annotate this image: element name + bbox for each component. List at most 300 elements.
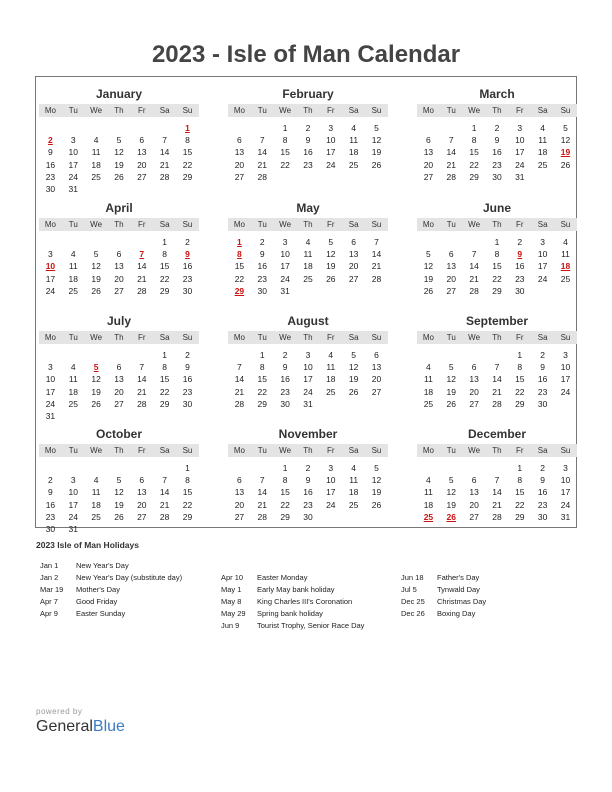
day-cell: 31 bbox=[303, 398, 313, 409]
day-cell bbox=[486, 462, 509, 474]
day-cell: 14 bbox=[137, 374, 147, 385]
day-cell: 8 bbox=[185, 475, 190, 486]
day-cell: 3 bbox=[540, 237, 545, 247]
day-cell: 10 bbox=[560, 362, 571, 373]
day-cell: 1 bbox=[162, 350, 167, 360]
week-row bbox=[39, 171, 199, 183]
day-cell: 21 bbox=[371, 261, 382, 272]
day-cell: 9 bbox=[48, 487, 53, 498]
day-cell: 23 bbox=[303, 499, 313, 510]
week-row bbox=[228, 273, 388, 285]
day-cell: 6 bbox=[426, 135, 431, 146]
day-cell: 25 bbox=[560, 273, 571, 284]
week-row bbox=[417, 273, 577, 285]
day-cell: 2 bbox=[517, 237, 523, 247]
weekday-label: We bbox=[468, 220, 481, 229]
weekday-label: Th bbox=[492, 220, 502, 229]
day-cell: 8 bbox=[282, 135, 288, 146]
week-row bbox=[417, 236, 577, 248]
calendar-frame bbox=[35, 76, 577, 534]
day-cell: 9 bbox=[185, 362, 190, 373]
day-cell: 6 bbox=[448, 249, 454, 260]
day-cell: 13 bbox=[469, 374, 479, 385]
weekday-label: Th bbox=[114, 333, 124, 342]
holiday-name: Early May bank holiday bbox=[257, 585, 335, 594]
week-row bbox=[417, 373, 577, 385]
weekday-label: Tu bbox=[257, 220, 267, 229]
weekday-label: Su bbox=[182, 106, 193, 115]
weekday-label: Fr bbox=[327, 220, 335, 229]
day-cell: 24 bbox=[68, 511, 78, 522]
month-april bbox=[39, 194, 199, 306]
day-cell: 29 bbox=[182, 171, 193, 182]
day-cell: 22 bbox=[234, 273, 245, 284]
week-row bbox=[228, 134, 388, 146]
day-cell: 14 bbox=[257, 147, 267, 158]
day-cell bbox=[554, 398, 577, 410]
weekday-label: We bbox=[90, 446, 103, 455]
week-row bbox=[417, 122, 577, 134]
day-cell: 17 bbox=[326, 487, 336, 498]
holiday-name: New Year's Day (substitute day) bbox=[76, 573, 183, 582]
holiday-item bbox=[397, 596, 486, 608]
day-cell: 18 bbox=[537, 147, 548, 158]
day-cell: 6 bbox=[139, 135, 145, 146]
week-row bbox=[417, 285, 577, 297]
day-cell: 26 bbox=[91, 285, 101, 296]
month-days bbox=[39, 349, 199, 422]
month-november bbox=[228, 420, 388, 532]
day-cell: 19 bbox=[446, 499, 456, 510]
day-cell: 23 bbox=[257, 273, 267, 284]
day-cell bbox=[319, 171, 342, 183]
weekday-label: Th bbox=[303, 333, 313, 342]
holiday-item bbox=[217, 584, 364, 596]
day-cell: 2 bbox=[540, 350, 545, 360]
day-cell bbox=[251, 462, 274, 474]
day-cell: 28 bbox=[257, 511, 267, 522]
day-cell bbox=[108, 462, 131, 474]
day-cell: 25 bbox=[68, 285, 78, 296]
day-cell: 29 bbox=[469, 171, 479, 182]
day-cell: 11 bbox=[424, 374, 433, 385]
day-cell bbox=[228, 462, 251, 474]
day-cell bbox=[365, 398, 388, 410]
holiday-name: Father's Day bbox=[437, 573, 480, 582]
holiday-item bbox=[217, 620, 364, 632]
month-name: December bbox=[467, 427, 527, 441]
month-name: April bbox=[105, 201, 133, 215]
day-cell: 6 bbox=[374, 350, 379, 360]
weekday-label: Fr bbox=[138, 106, 146, 115]
holiday-date: Jun 18 bbox=[401, 573, 424, 582]
weekday-label: Tu bbox=[446, 446, 456, 455]
weekday-label: Fr bbox=[138, 446, 146, 455]
holiday-item bbox=[36, 572, 182, 584]
day-cell bbox=[531, 171, 554, 183]
day-cell bbox=[39, 349, 62, 361]
day-cell: 30 bbox=[45, 523, 56, 534]
day-cell: 22 bbox=[182, 159, 193, 170]
day-cell: 28 bbox=[469, 285, 479, 296]
day-cell bbox=[108, 236, 131, 248]
day-cell: 25 bbox=[91, 511, 101, 522]
holiday-day-cell: 7 bbox=[139, 249, 145, 260]
weekday-label: Mo bbox=[422, 446, 434, 455]
day-cell: 3 bbox=[305, 350, 311, 360]
month-february bbox=[228, 80, 388, 192]
weekday-label: Mo bbox=[422, 106, 434, 115]
day-cell: 10 bbox=[515, 135, 525, 146]
day-cell: 18 bbox=[68, 386, 78, 397]
day-cell bbox=[463, 462, 486, 474]
week-row bbox=[417, 171, 577, 183]
weekday-label: Sa bbox=[348, 446, 359, 455]
day-cell bbox=[463, 236, 486, 248]
day-cell: 8 bbox=[471, 135, 477, 146]
holiday-date: May 29 bbox=[221, 609, 246, 618]
day-cell: 26 bbox=[371, 499, 382, 510]
holiday-date: Apr 7 bbox=[40, 597, 58, 606]
day-cell: 25 bbox=[68, 398, 78, 409]
day-cell: 15 bbox=[234, 261, 245, 272]
day-cell bbox=[62, 236, 85, 248]
day-cell: 2 bbox=[185, 350, 190, 360]
day-cell: 28 bbox=[159, 511, 170, 522]
week-row bbox=[39, 373, 199, 385]
day-cell: 19 bbox=[91, 386, 101, 397]
month-july bbox=[39, 307, 199, 419]
weekday-label: Tu bbox=[257, 106, 267, 115]
day-cell: 27 bbox=[137, 511, 147, 522]
day-cell: 13 bbox=[423, 147, 434, 158]
day-cell: 15 bbox=[159, 374, 170, 385]
holiday-date: Apr 9 bbox=[40, 609, 58, 618]
month-december bbox=[417, 420, 577, 532]
day-cell bbox=[365, 511, 388, 523]
holiday-name: Good Friday bbox=[76, 597, 118, 606]
day-cell: 7 bbox=[162, 475, 167, 486]
week-row bbox=[228, 349, 388, 361]
month-days bbox=[39, 122, 199, 195]
week-row bbox=[39, 486, 199, 498]
day-cell: 25 bbox=[348, 499, 359, 510]
day-cell: 25 bbox=[348, 159, 359, 170]
day-cell: 26 bbox=[91, 398, 101, 409]
month-days bbox=[228, 236, 388, 297]
day-cell bbox=[365, 285, 388, 297]
day-cell: 14 bbox=[159, 487, 170, 498]
day-cell: 27 bbox=[234, 171, 245, 182]
month-name: June bbox=[482, 201, 511, 215]
weekday-label: We bbox=[468, 106, 481, 115]
weekday-label: Th bbox=[303, 106, 313, 115]
day-cell: 21 bbox=[159, 159, 170, 170]
day-cell: 31 bbox=[68, 183, 78, 194]
day-cell: 22 bbox=[515, 386, 525, 397]
day-cell: 29 bbox=[492, 285, 502, 296]
day-cell: 19 bbox=[326, 261, 336, 272]
day-cell: 2 bbox=[494, 123, 500, 133]
day-cell: 16 bbox=[303, 487, 313, 498]
day-cell: 26 bbox=[114, 171, 124, 182]
day-cell: 16 bbox=[257, 261, 267, 272]
day-cell: 10 bbox=[560, 475, 571, 486]
day-cell: 4 bbox=[351, 123, 356, 133]
weekday-label: Sa bbox=[159, 333, 170, 342]
day-cell bbox=[365, 171, 388, 183]
day-cell bbox=[342, 171, 365, 183]
weekday-label: We bbox=[279, 220, 292, 229]
week-row bbox=[39, 398, 199, 410]
day-cell: 8 bbox=[494, 249, 500, 260]
weekday-label: Sa bbox=[537, 106, 548, 115]
day-cell: 22 bbox=[280, 499, 290, 510]
weekday-header bbox=[228, 331, 388, 344]
holiday-day-cell: 10 bbox=[45, 261, 56, 272]
holiday-date: Jan 2 bbox=[40, 573, 59, 582]
week-row bbox=[39, 122, 199, 134]
day-cell: 11 bbox=[561, 249, 570, 260]
weekday-label: Sa bbox=[348, 333, 359, 342]
day-cell: 28 bbox=[137, 398, 147, 409]
weekday-header bbox=[417, 104, 577, 117]
brand-logo[interactable] bbox=[36, 718, 125, 736]
day-cell: 16 bbox=[45, 499, 56, 510]
day-cell: 3 bbox=[328, 463, 334, 473]
weekday-label: Sa bbox=[348, 106, 359, 115]
month-june bbox=[417, 194, 577, 306]
week-row bbox=[417, 134, 577, 146]
day-cell bbox=[176, 523, 199, 535]
day-cell: 2 bbox=[305, 463, 311, 473]
weekday-label: Su bbox=[182, 333, 193, 342]
weekday-label: Sa bbox=[537, 446, 548, 455]
day-cell: 8 bbox=[282, 475, 288, 486]
holiday-column bbox=[217, 572, 364, 632]
day-cell: 22 bbox=[280, 159, 290, 170]
weekday-label: Tu bbox=[446, 106, 456, 115]
day-cell: 6 bbox=[471, 475, 477, 486]
weekday-label: Su bbox=[371, 220, 382, 229]
weekday-header bbox=[417, 331, 577, 344]
day-cell: 14 bbox=[137, 261, 147, 272]
day-cell: 29 bbox=[182, 511, 193, 522]
day-cell: 25 bbox=[303, 273, 313, 284]
weekday-label: Mo bbox=[44, 446, 56, 455]
day-cell: 5 bbox=[351, 350, 356, 360]
day-cell bbox=[130, 122, 153, 134]
day-cell: 15 bbox=[515, 374, 525, 385]
day-cell: 8 bbox=[162, 249, 167, 260]
day-cell: 11 bbox=[68, 374, 78, 385]
holiday-item bbox=[36, 560, 182, 572]
holiday-column bbox=[397, 572, 486, 620]
day-cell: 5 bbox=[448, 362, 454, 373]
day-cell bbox=[62, 462, 85, 474]
day-cell: 15 bbox=[280, 147, 290, 158]
weekday-label: Th bbox=[114, 446, 124, 455]
day-cell bbox=[440, 236, 463, 248]
day-cell: 27 bbox=[137, 171, 147, 182]
day-cell: 25 bbox=[423, 398, 434, 409]
month-name: March bbox=[479, 87, 515, 101]
weekday-label: Th bbox=[303, 220, 313, 229]
day-cell bbox=[153, 122, 176, 134]
month-january bbox=[39, 80, 199, 192]
day-cell: 12 bbox=[423, 261, 434, 272]
weekday-label: Su bbox=[560, 106, 571, 115]
day-cell: 30 bbox=[515, 285, 525, 296]
day-cell: 9 bbox=[259, 249, 265, 260]
day-cell: 1 bbox=[282, 463, 288, 473]
day-cell: 8 bbox=[517, 475, 523, 486]
day-cell: 16 bbox=[45, 159, 56, 170]
day-cell: 22 bbox=[515, 499, 525, 510]
day-cell: 3 bbox=[563, 463, 568, 473]
day-cell: 22 bbox=[492, 273, 502, 284]
day-cell: 17 bbox=[537, 261, 548, 272]
day-cell bbox=[130, 462, 153, 474]
holiday-date: Dec 25 bbox=[401, 597, 425, 606]
day-cell: 9 bbox=[540, 475, 545, 486]
day-cell: 28 bbox=[492, 511, 502, 522]
day-cell: 5 bbox=[374, 463, 379, 473]
day-cell: 20 bbox=[234, 499, 245, 510]
day-cell: 17 bbox=[45, 386, 56, 397]
day-cell: 30 bbox=[537, 511, 548, 522]
day-cell: 23 bbox=[537, 499, 548, 510]
weekday-label: Fr bbox=[138, 333, 146, 342]
day-cell: 25 bbox=[326, 386, 336, 397]
day-cell: 25 bbox=[537, 159, 548, 170]
day-cell: 1 bbox=[517, 350, 523, 360]
day-cell: 11 bbox=[326, 362, 336, 373]
holiday-date: Jul 5 bbox=[401, 585, 417, 594]
weekday-label: Su bbox=[182, 446, 193, 455]
holiday-item bbox=[397, 608, 486, 620]
day-cell: 22 bbox=[159, 273, 170, 284]
weekday-label: We bbox=[279, 333, 292, 342]
day-cell: 21 bbox=[234, 386, 245, 397]
day-cell: 13 bbox=[137, 147, 147, 158]
day-cell: 26 bbox=[114, 511, 124, 522]
day-cell: 15 bbox=[280, 487, 290, 498]
day-cell: 20 bbox=[137, 159, 147, 170]
day-cell: 30 bbox=[537, 398, 548, 409]
day-cell: 21 bbox=[257, 499, 267, 510]
day-cell: 24 bbox=[560, 386, 571, 397]
day-cell: 23 bbox=[45, 511, 56, 522]
day-cell: 2 bbox=[185, 237, 190, 247]
day-cell: 4 bbox=[328, 350, 334, 360]
day-cell: 5 bbox=[328, 237, 334, 247]
month-may bbox=[228, 194, 388, 306]
holiday-name: Spring bank holiday bbox=[257, 609, 323, 618]
day-cell: 14 bbox=[492, 487, 502, 498]
day-cell: 6 bbox=[139, 475, 145, 486]
week-row bbox=[417, 146, 577, 158]
day-cell: 28 bbox=[492, 398, 502, 409]
weekday-label: We bbox=[279, 106, 292, 115]
week-row bbox=[228, 462, 388, 474]
day-cell: 12 bbox=[446, 487, 456, 498]
day-cell bbox=[108, 349, 131, 361]
day-cell: 10 bbox=[280, 249, 290, 260]
holiday-item bbox=[36, 596, 182, 608]
day-cell: 23 bbox=[182, 386, 193, 397]
day-cell: 16 bbox=[182, 374, 193, 385]
month-days bbox=[39, 462, 199, 535]
weekday-label: Mo bbox=[233, 106, 245, 115]
month-days bbox=[417, 122, 577, 183]
day-cell: 17 bbox=[68, 159, 78, 170]
weekday-label: Fr bbox=[327, 106, 335, 115]
day-cell: 16 bbox=[303, 147, 313, 158]
day-cell: 19 bbox=[114, 159, 124, 170]
holiday-name: Easter Monday bbox=[257, 573, 308, 582]
week-row bbox=[39, 511, 199, 523]
month-name: May bbox=[296, 201, 320, 215]
day-cell: 13 bbox=[137, 487, 147, 498]
day-cell: 1 bbox=[494, 237, 500, 247]
weekday-label: Tu bbox=[68, 220, 78, 229]
day-cell bbox=[486, 349, 509, 361]
day-cell bbox=[228, 122, 251, 134]
holiday-day-cell: 29 bbox=[234, 285, 245, 296]
day-cell: 28 bbox=[159, 171, 170, 182]
day-cell: 18 bbox=[326, 374, 336, 385]
month-days bbox=[228, 349, 388, 410]
holiday-name: Mother's Day bbox=[76, 585, 120, 594]
weekday-label: Fr bbox=[516, 333, 524, 342]
day-cell: 29 bbox=[159, 285, 170, 296]
day-cell: 16 bbox=[537, 487, 548, 498]
day-cell: 20 bbox=[423, 159, 434, 170]
day-cell bbox=[85, 462, 108, 474]
holiday-item bbox=[36, 584, 182, 596]
day-cell: 30 bbox=[45, 183, 56, 194]
day-cell: 30 bbox=[182, 398, 193, 409]
day-cell bbox=[251, 122, 274, 134]
day-cell: 24 bbox=[537, 273, 548, 284]
weekday-header bbox=[39, 218, 199, 231]
day-cell: 15 bbox=[159, 261, 170, 272]
day-cell: 16 bbox=[515, 261, 525, 272]
weekday-label: Sa bbox=[348, 220, 359, 229]
weekday-label: Tu bbox=[68, 333, 78, 342]
day-cell: 7 bbox=[139, 362, 145, 373]
day-cell bbox=[153, 523, 176, 535]
day-cell: 5 bbox=[448, 475, 454, 486]
day-cell: 6 bbox=[237, 475, 242, 486]
day-cell bbox=[85, 349, 108, 361]
week-row bbox=[228, 386, 388, 398]
day-cell bbox=[85, 236, 108, 248]
day-cell bbox=[319, 285, 342, 297]
day-cell: 9 bbox=[305, 135, 311, 146]
month-name: November bbox=[278, 427, 338, 441]
day-cell: 14 bbox=[371, 249, 382, 260]
day-cell: 19 bbox=[371, 147, 382, 158]
day-cell: 5 bbox=[426, 249, 431, 260]
holiday-date: Jun 9 bbox=[221, 621, 240, 630]
day-cell: 15 bbox=[469, 147, 479, 158]
weekday-label: Sa bbox=[537, 220, 548, 229]
day-cell: 26 bbox=[446, 398, 456, 409]
day-cell: 20 bbox=[114, 386, 124, 397]
weekday-label: Sa bbox=[537, 333, 548, 342]
